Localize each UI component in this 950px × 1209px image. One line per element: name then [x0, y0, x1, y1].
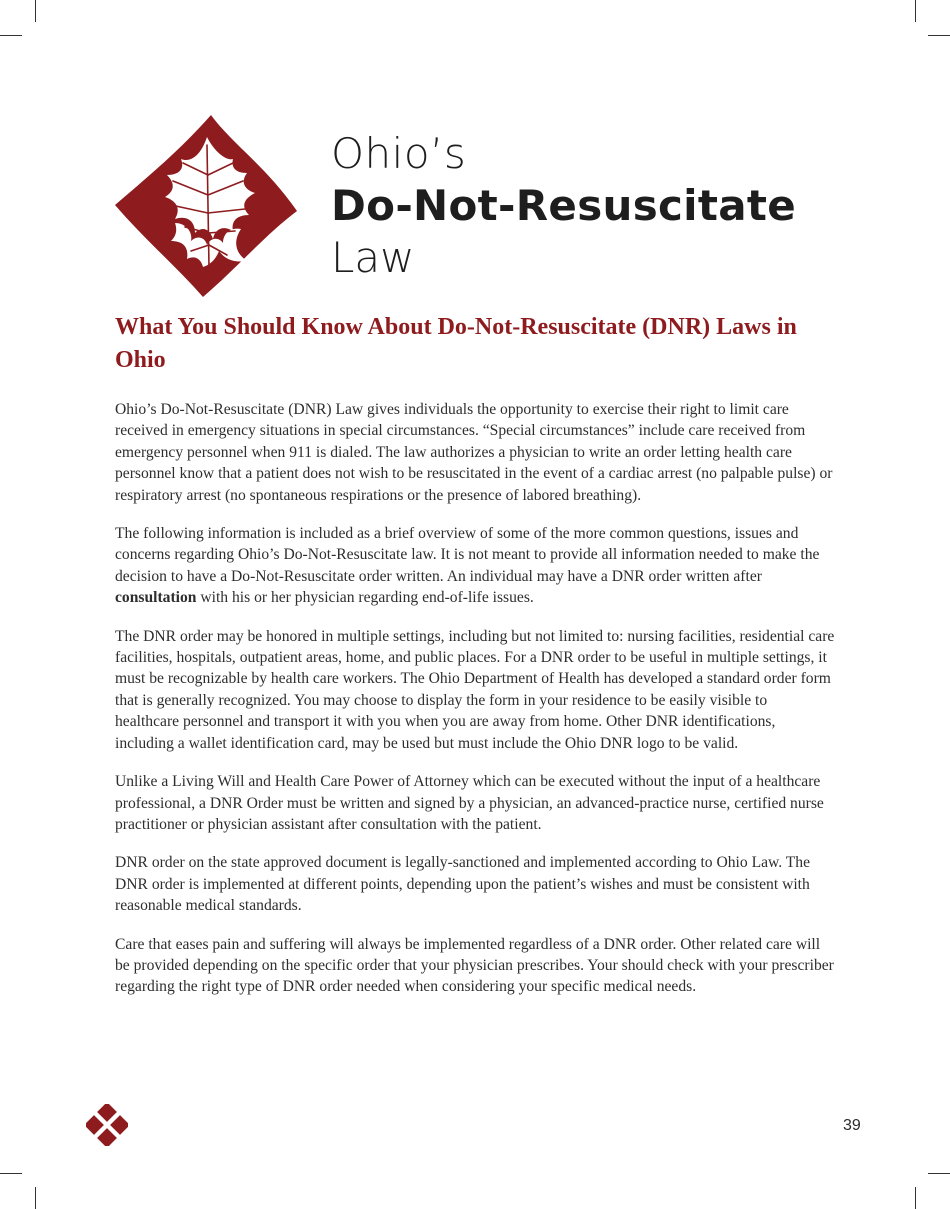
crop-mark	[0, 1173, 22, 1174]
crop-mark	[915, 0, 916, 22]
crop-mark	[0, 35, 22, 36]
title-line-2: Do-Not-Resuscitate	[331, 181, 797, 230]
crop-mark	[928, 1173, 950, 1174]
paragraph-legal: DNR order on the state approved document is legally-sanctioned and implemented according to Ohio Law. The DNR order is implemented at different points, depending upon the patient’s wishes and must be consistent with reasonable medical standards.	[115, 854, 811, 915]
consultation-emphasis: consultation	[115, 589, 197, 607]
crop-mark	[35, 1187, 36, 1209]
section-heading: What You Should Know About Do-Not-Resuscitate (DNR) Laws in Ohio	[115, 314, 797, 373]
title-line-1: Ohio’s	[331, 129, 467, 178]
paragraph-overview-text-end: with his or her physician regarding end-of-life issues.	[196, 589, 534, 607]
paragraph-care: Care that eases pain and suffering will always be implemented regardless of a DNR order. Other related care will be provided depending on the specific order that your physician prescribes. Your should check with your prescriber regarding the right type of DNR order needed when considering your specific medical needs.	[115, 935, 834, 996]
paragraph-intro: Ohio’s Do-Not-Resuscitate (DNR) Law gives individuals the opportunity to exercise their right to limit care received in emergency situations in special circumstances. “Special circumstances” include care received from emergency personnel when 911 is dialed. The law authorizes a physician to write an order letting health care personnel know that a patient does not wish to be resuscitated in the event of a cardiac arrest (no palpable pulse) or respiratory arrest (no spontaneous respirations or the presence of labored breathing).	[115, 401, 833, 504]
crop-mark	[35, 0, 36, 22]
paragraph-authorization: Unlike a Living Will and Health Care Power of Attorney which can be executed without the input of a healthcare professional, a DNR Order must be written and signed by a physician, an advanced-practice nurse, certified nurse practitioner or physician assistant after consultation with the patient.	[115, 773, 824, 833]
paragraph-overview	[115, 523, 835, 609]
body-text	[115, 399, 835, 1015]
logo	[115, 115, 297, 297]
document-title	[331, 128, 796, 284]
paragraph-overview-text: The following information is included as a brief overview of some of the more common questions, issues and concerns regarding Ohio’s Do-Not-Resuscitate law. It is not meant to provide all information needed to make the decision to have a Do-Not-Resuscitate order written. An individual may have a DNR order written after	[115, 525, 820, 585]
title-line-3: Law	[331, 233, 415, 282]
crop-mark	[915, 1187, 916, 1209]
diamond-cluster-icon	[86, 1104, 128, 1146]
maple-leaf-icon	[115, 115, 297, 297]
page-number: 39	[843, 1117, 861, 1134]
footer-logo	[86, 1104, 128, 1146]
crop-mark	[928, 35, 950, 36]
paragraph-settings: The DNR order may be honored in multiple settings, including but not limited to: nursing facilities, residential care facilities, hospitals, outpatient areas, home, and public places. For a DNR order to be useful in multiple settings, it must be recognizable by health care workers. The Ohio Department of Health has developed a standard order form that is generally recognized. You may choose to display the form in your residence to be easily visible to healthcare personnel and transport it with you when you are away from home. Other DNR identifications, including a wallet identification card, may be used but must include the Ohio DNR logo to be valid.	[115, 627, 835, 752]
